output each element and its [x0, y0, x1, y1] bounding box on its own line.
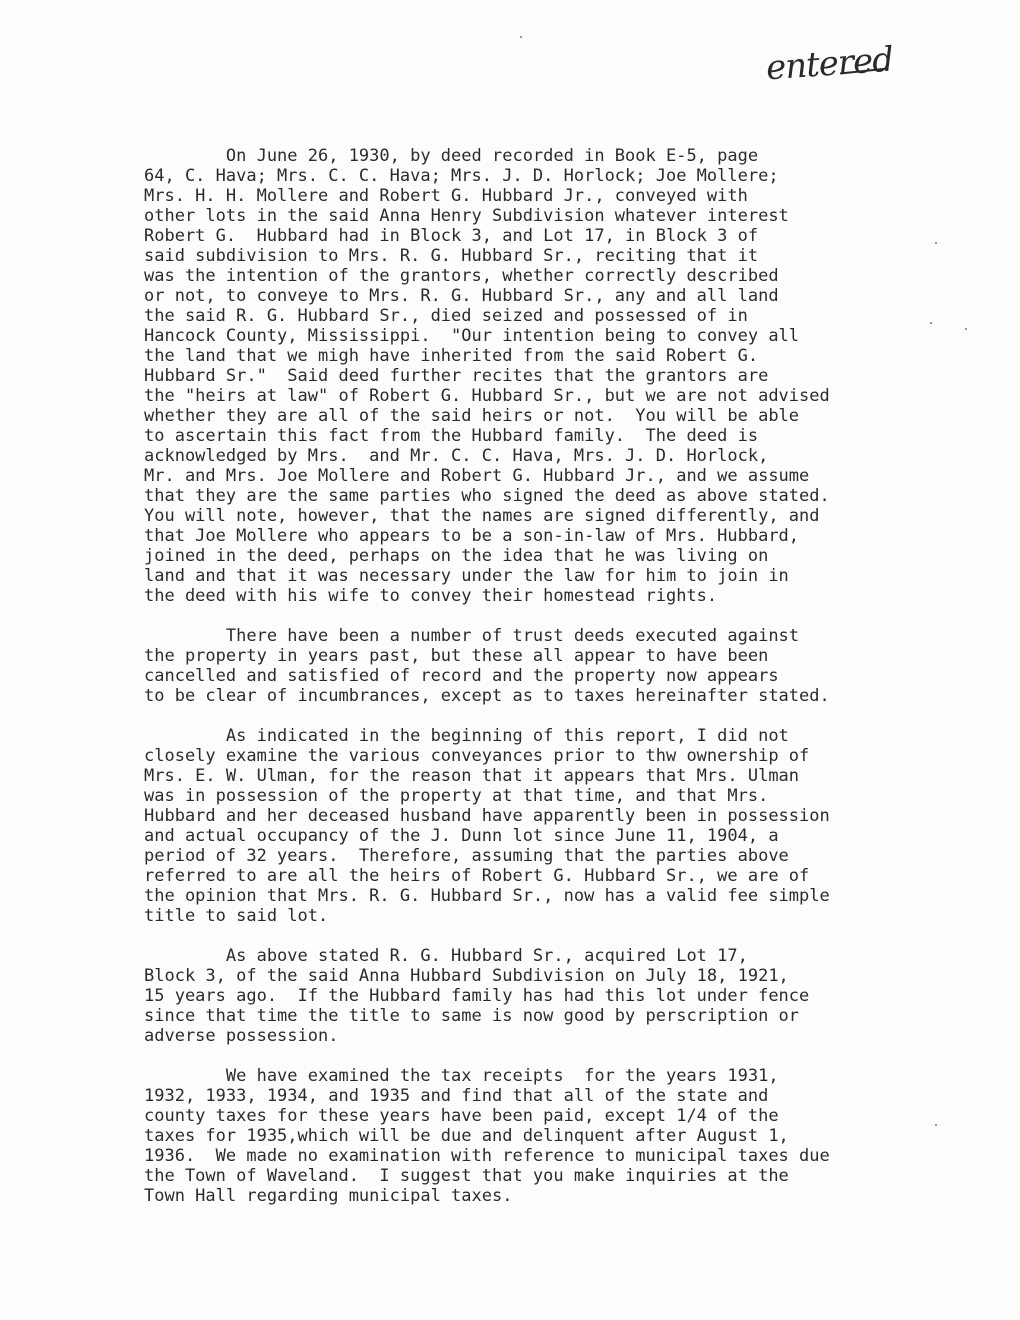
text-line: Mrs. E. W. Ulman, for the reason that it appears that Mrs. Ulman — [144, 766, 800, 786]
text-line: adverse possession. — [144, 1026, 339, 1046]
text-line: land and that it was necessary under the law for him to join in — [144, 566, 789, 586]
text-line: referred to are all the heirs of Robert G. Hubbard Sr., we are of — [144, 866, 810, 886]
text-line: the "heirs at law" of Robert G. Hubbard Sr., but we are not advised — [144, 386, 830, 406]
paragraph-deed-1930 — [144, 146, 964, 606]
text-line: There have been a number of trust deeds executed against — [144, 626, 800, 646]
text-line: the opinion that Mrs. R. G. Hubbard Sr., now has a valid fee simple — [144, 886, 830, 906]
text-line: Town Hall regarding municipal taxes. — [144, 1186, 513, 1206]
text-line: that they are the same parties who signed the deed as above stated. — [144, 486, 830, 506]
text-line: the Town of Waveland. I suggest that you make inquiries at the — [144, 1166, 789, 1186]
text-line: Block 3, of the said Anna Hubbard Subdivision on July 18, 1921, — [144, 966, 789, 986]
text-line: 15 years ago. If the Hubbard family has had this lot under fence — [144, 986, 810, 1006]
paragraph-trust-deeds — [144, 626, 964, 706]
text-line: On June 26, 1930, by deed recorded in Book E-5, page — [144, 146, 759, 166]
text-line: acknowledged by Mrs. and Mr. C. C. Hava, Mrs. J. D. Horlock, — [144, 446, 769, 466]
text-line: the land that we migh have inherited from the said Robert G. — [144, 346, 759, 366]
text-line: 1932, 1933, 1934, and 1935 and find that all of the state and — [144, 1086, 769, 1106]
paragraph-conveyances — [144, 726, 964, 926]
text-line: the deed with his wife to convey their homestead rights. — [144, 586, 718, 606]
text-line: 64, C. Hava; Mrs. C. C. Hava; Mrs. J. D. Horlock; Joe Mollere; — [144, 166, 779, 186]
text-line: As indicated in the beginning of this report, I did not — [144, 726, 789, 746]
paragraph-taxes — [144, 1066, 964, 1206]
text-line: taxes for 1935,which will be due and delinquent after August 1, — [144, 1126, 789, 1146]
text-line: to ascertain this fact from the Hubbard family. The deed is — [144, 426, 759, 446]
text-line: was in possession of the property at that time, and that Mrs. — [144, 786, 769, 806]
handwritten-annotation: entered — [764, 39, 895, 89]
text-line: and actual occupancy of the J. Dunn lot since June 11, 1904, a — [144, 826, 779, 846]
scan-speck — [520, 36, 522, 38]
text-line: since that time the title to same is now good by perscription or — [144, 1006, 800, 1026]
text-line: You will note, however, that the names are signed differently, and — [144, 506, 820, 526]
text-line: Hancock County, Mississippi. "Our intention being to convey all — [144, 326, 800, 346]
text-line: period of 32 years. Therefore, assuming that the parties above — [144, 846, 789, 866]
text-line: other lots in the said Anna Henry Subdivision whatever interest — [144, 206, 789, 226]
text-line: was the intention of the grantors, whether correctly described — [144, 266, 779, 286]
text-line: 1936. We made no examination with reference to municipal taxes due — [144, 1146, 830, 1166]
text-line: county taxes for these years have been paid, except 1/4 of the — [144, 1106, 779, 1126]
text-line: cancelled and satisfied of record and the property now appears — [144, 666, 779, 686]
paragraph-lot-17 — [144, 946, 964, 1046]
text-line: the property in years past, but these all appear to have been — [144, 646, 769, 666]
text-line: closely examine the various conveyances prior to thw ownership of — [144, 746, 810, 766]
text-line: that Joe Mollere who appears to be a son-in-law of Mrs. Hubbard, — [144, 526, 800, 546]
text-line: the said R. G. Hubbard Sr., died seized and possessed of in — [144, 306, 748, 326]
letter-body — [144, 146, 964, 1206]
text-line: whether they are all of the said heirs or not. You will be able — [144, 406, 800, 426]
text-line: As above stated R. G. Hubbard Sr., acquired Lot 17, — [144, 946, 748, 966]
scan-speck — [965, 328, 967, 330]
text-line: Mr. and Mrs. Joe Mollere and Robert G. Hubbard Jr., and we assume — [144, 466, 810, 486]
text-line: Hubbard and her deceased husband have apparently been in possession — [144, 806, 830, 826]
text-line: We have examined the tax receipts for the years 1931, — [144, 1066, 779, 1086]
text-line: Robert G. Hubbard had in Block 3, and Lot 17, in Block 3 of — [144, 226, 759, 246]
text-line: Hubbard Sr." Said deed further recites that the grantors are — [144, 366, 769, 386]
text-line: or not, to conveye to Mrs. R. G. Hubbard Sr., any and all land — [144, 286, 779, 306]
text-line: title to said lot. — [144, 906, 329, 926]
text-line: said subdivision to Mrs. R. G. Hubbard Sr., reciting that it — [144, 246, 759, 266]
text-line: Mrs. H. H. Mollere and Robert G. Hubbard Jr., conveyed with — [144, 186, 748, 206]
text-line: to be clear of incumbrances, except as to taxes hereinafter stated. — [144, 686, 830, 706]
text-line: joined in the deed, perhaps on the idea that he was living on — [144, 546, 769, 566]
